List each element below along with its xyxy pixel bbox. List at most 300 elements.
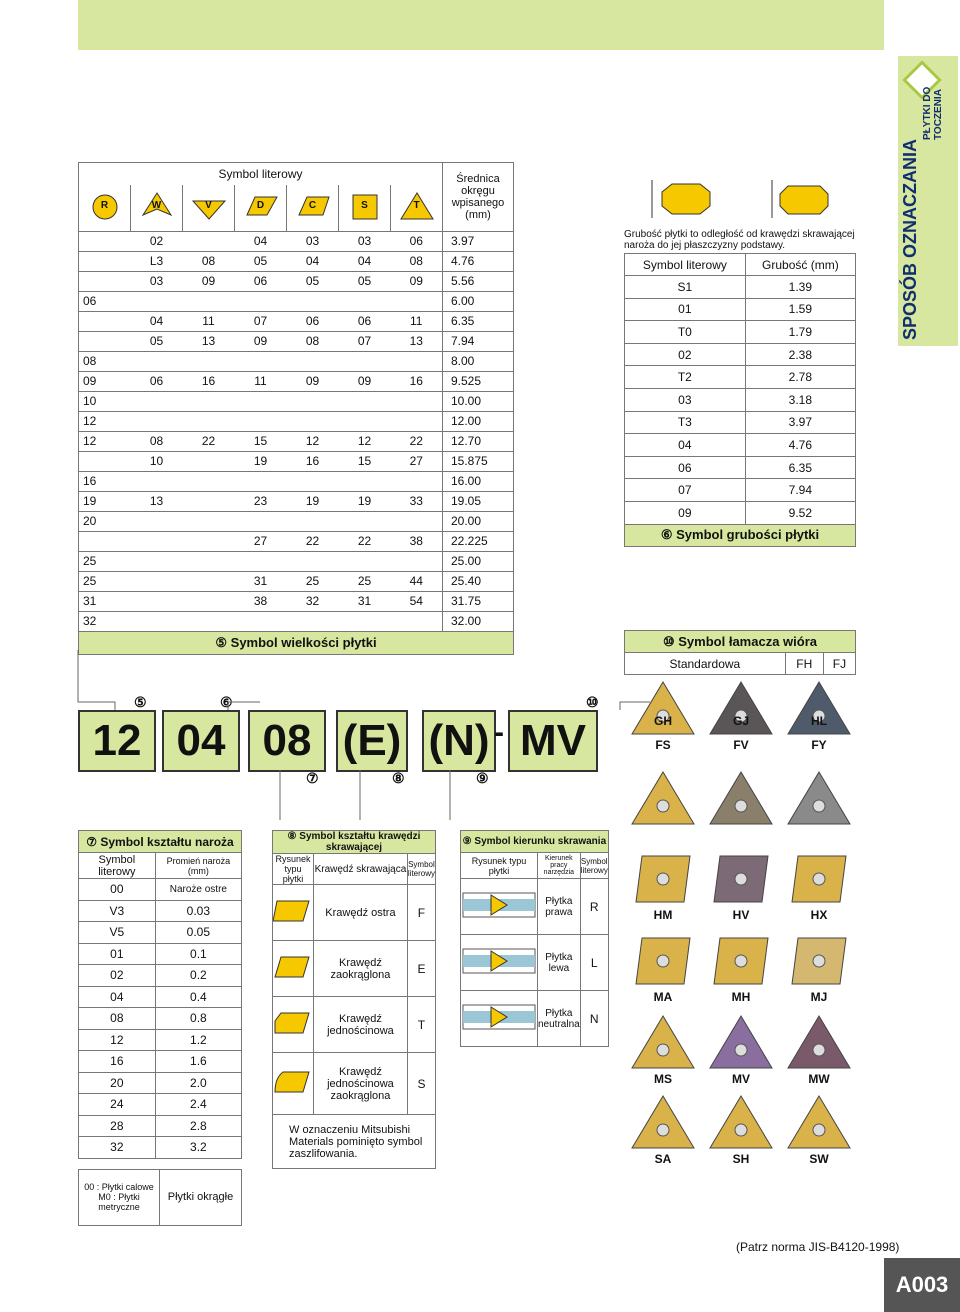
direction-shape-icon [461,997,537,1037]
table-cell [339,411,391,431]
table-cell: 25 [79,551,131,571]
table-cell: 10 [131,451,183,471]
table-cell [391,351,443,371]
table-cell: 19 [235,451,287,471]
table-row [79,491,514,511]
table-cell: 31.75 [443,591,514,611]
section-subtitle: PŁYTKI DO TOCZENIA [922,86,944,140]
table-cell: T3 [625,411,746,434]
table-cell: 23 [235,491,287,511]
direction-shape-cell [461,879,538,935]
table-cell [287,551,339,571]
table-cell: 0.03 [155,900,241,922]
code-dash: - [494,716,504,749]
marker-9: ⑨ [476,770,489,786]
direction-block [460,830,608,1047]
table-cell [339,551,391,571]
table-cell: 25 [79,571,131,591]
table-cell [79,311,131,331]
table-cell [287,351,339,371]
table-cell: 04 [287,251,339,271]
edge-shape-cell [273,1053,314,1115]
table-cell: 09 [625,501,746,524]
chipbreaker-caption: ⑩ Symbol łamacza wióra [625,631,856,653]
table-cell [183,451,235,471]
table-cell: 06 [131,371,183,391]
insert-label: SA [654,1152,672,1166]
table-cell: Krawędź ostra [314,885,408,941]
table-cell: 7.94 [745,479,855,502]
table-cell: 01 [79,943,156,965]
table-cell [79,331,131,351]
insert-mv-image [706,1012,776,1074]
shape-d [235,185,287,231]
edge-shape-icon [273,1066,313,1098]
table-cell: 08 [79,1008,156,1030]
table-row [79,351,514,371]
insert-label: HL [811,714,827,728]
table-row [461,991,609,1047]
table-cell: 04 [235,231,287,251]
table-cell [391,391,443,411]
insert-label: MH [731,990,751,1004]
table-row [79,1137,242,1159]
edge-h2: Krawędź skrawająca [314,854,408,885]
insert-mw-image [784,1012,854,1074]
table-cell: L3 [131,251,183,271]
table-cell: V5 [79,922,156,944]
insert-mh-image [706,930,776,992]
table-cell: 12 [287,431,339,451]
code-edge: (E) [336,710,408,772]
table-cell: 13 [131,491,183,511]
table-cell: 3.97 [443,231,514,251]
table-row [79,231,514,251]
table-cell [339,611,391,631]
table-cell: Płytka prawa [538,879,581,935]
table-cell: 5.56 [443,271,514,291]
table-cell: 24 [79,1094,156,1116]
table-cell: 12 [339,431,391,451]
table-cell: 27 [391,451,443,471]
table-row [273,997,436,1053]
table-cell [131,611,183,631]
edge-h3: Symbol literowy [407,854,435,885]
table-row [79,943,242,965]
table-row [79,591,514,611]
table-cell: 2.78 [745,366,855,389]
table-cell [339,511,391,531]
insert-label: MW [808,1072,830,1086]
table-cell: 04 [339,251,391,271]
shape-letter: C [308,200,317,212]
insert-label: FS [655,738,671,752]
insert-ms-image [628,1012,698,1074]
insert-hl-image [784,768,854,830]
thickness-caption: ⑥ Symbol grubości płytki [625,524,856,546]
marker-6: ⑥ [220,694,233,710]
code-direction: (N) [422,710,496,772]
edge-shape-icon [273,1007,313,1039]
connector-lines [70,650,650,830]
chipbreaker-col-fj: FJ [823,653,855,675]
table-cell: 28 [79,1115,156,1137]
shape-letter: D [256,200,265,212]
table-cell: 06 [79,291,131,311]
table-cell [79,531,131,551]
insert-fs-image [628,678,698,740]
table-cell [235,351,287,371]
table-cell [131,511,183,531]
page-number: A003 [884,1258,960,1312]
table-row [79,1094,242,1116]
edge-shape-icon [273,895,313,927]
table-cell: 25.00 [443,551,514,571]
table-cell: 32.00 [443,611,514,631]
table-cell: 32 [287,591,339,611]
table-row [625,411,856,434]
table-row [79,331,514,351]
table-cell: 08 [287,331,339,351]
direction-shape-cell [461,935,538,991]
direction-caption: ⑨ Symbol kierunku skrawania [461,831,609,853]
corner-caption: ⑦ Symbol kształtu naroża [79,831,242,853]
table-cell: 1.6 [155,1051,241,1073]
table-cell [183,591,235,611]
table-cell: 06 [287,311,339,331]
table-cell [287,391,339,411]
direction-table [460,830,609,1047]
table-cell: 00 [79,879,156,901]
table-cell: 09 [287,371,339,391]
table-row [79,411,514,431]
table-cell: 13 [183,331,235,351]
table-cell: 06 [235,271,287,291]
table-cell: 16.00 [443,471,514,491]
table-cell: 11 [391,311,443,331]
table-cell: F [407,885,435,941]
table-cell: 20 [79,1072,156,1094]
insert-sw-image [784,1092,854,1154]
insert-label: SW [809,1152,829,1166]
table-cell: 3.18 [745,388,855,411]
table-cell [183,511,235,531]
table-cell: 54 [391,591,443,611]
size-table-symbol-header: Symbol literowy [79,163,443,186]
table-cell: 11 [183,311,235,331]
table-cell: 0.2 [155,965,241,987]
edge-shape-cell [273,941,314,997]
table-cell: 25.40 [443,571,514,591]
table-cell: 6.35 [745,456,855,479]
table-row [79,571,514,591]
table-cell: 15 [339,451,391,471]
direction-shape-icon [461,941,537,981]
edge-note: W oznaczeniu Mitsubishi Materials pominięto symbol zaszlifowania. [273,1115,436,1169]
code-corner: 08 [248,710,326,772]
table-cell: T [407,997,435,1053]
table-cell: S [407,1053,435,1115]
table-cell [391,511,443,531]
table-cell: 27 [235,531,287,551]
table-cell: 07 [339,331,391,351]
thickness-value-header: Grubość (mm) [745,254,855,276]
table-cell: 1.2 [155,1029,241,1051]
direction-h2: Kierunek pracy narzędzia [538,853,581,879]
insert-label: MA [653,990,673,1004]
table-row [625,366,856,389]
corner-symbol-header: Symbol literowy [79,853,156,879]
table-row [79,431,514,451]
table-cell [287,291,339,311]
thickness-note: Grubość płytki to odległość od krawędzi skrawającej naroża do jej płaszczyzny podstawy. [624,229,855,251]
table-cell: 9.52 [745,501,855,524]
corner-foot-right: Płytki okrągłe [160,1169,242,1225]
table-cell: 33 [391,491,443,511]
shape-letter: T [413,200,420,212]
table-cell: 05 [287,271,339,291]
table-row [79,251,514,271]
thickness-block [624,172,856,547]
table-row [79,531,514,551]
table-cell: 22.225 [443,531,514,551]
table-cell: 9.525 [443,371,514,391]
table-cell: 22 [339,531,391,551]
edge-table [272,830,436,1169]
insert-label: FV [733,738,749,752]
table-cell: 22 [287,531,339,551]
table-cell: 09 [235,331,287,351]
insert-label: MV [732,1072,750,1086]
table-cell: 12 [79,431,131,451]
table-cell [339,291,391,311]
insert-label: GJ [732,714,749,728]
table-cell: 09 [339,371,391,391]
table-cell [391,551,443,571]
table-cell: 05 [131,331,183,351]
table-row [273,885,436,941]
shape-letter: V [205,200,212,212]
table-cell: 06 [625,456,746,479]
table-cell [79,271,131,291]
table-cell: 6.00 [443,291,514,311]
table-cell: 03 [625,388,746,411]
table-row [461,879,609,935]
insert-label: SH [732,1152,750,1166]
table-row [79,271,514,291]
table-cell: 02 [131,231,183,251]
table-row [625,276,856,299]
table-cell: 03 [287,231,339,251]
corner-block [78,830,242,1226]
table-cell [235,611,287,631]
insert-label: FY [811,738,827,752]
table-cell [131,391,183,411]
table-cell: 20.00 [443,511,514,531]
table-cell [235,391,287,411]
table-cell: 38 [235,591,287,611]
table-cell: 10 [79,391,131,411]
table-row [79,1008,242,1030]
table-cell: 44 [391,571,443,591]
table-row [79,471,514,491]
table-cell: Krawędź zaokrąglona [314,941,408,997]
table-cell [287,411,339,431]
table-row [79,551,514,571]
table-cell: 4.76 [443,251,514,271]
table-cell: 6.35 [443,311,514,331]
table-cell [131,471,183,491]
table-row [625,343,856,366]
table-cell: 12 [79,411,131,431]
table-row [79,291,514,311]
table-cell: S1 [625,276,746,299]
table-cell: 01 [625,298,746,321]
table-cell: 0.8 [155,1008,241,1030]
table-cell [235,471,287,491]
table-row [79,611,514,631]
shape-s [339,185,391,231]
standard-reference: (Patrz norma JIS-B4120-1998) [736,1240,900,1254]
table-cell [391,291,443,311]
table-row [79,965,242,987]
table-cell: 12.70 [443,431,514,451]
table-cell: 32 [79,611,131,631]
table-cell: 4.76 [745,434,855,457]
table-cell: 7.94 [443,331,514,351]
table-cell: 3.2 [155,1137,241,1159]
table-cell: 03 [339,231,391,251]
table-cell: 1.59 [745,298,855,321]
table-cell [391,471,443,491]
table-row [79,986,242,1008]
chipbreaker-col-fh: FH [785,653,823,675]
table-row [79,371,514,391]
table-cell: 03 [131,271,183,291]
table-cell: 02 [625,343,746,366]
code-chipbreaker: MV [508,710,598,772]
table-cell: 25 [287,571,339,591]
edge-shape-icon [273,951,313,983]
size-table-diameter-header: Średnica okręgu wpisanego (mm) [443,163,514,232]
table-cell [131,531,183,551]
table-row [625,501,856,524]
table-cell: 09 [183,271,235,291]
edge-shape-cell [273,885,314,941]
table-cell: 19 [339,491,391,511]
insert-hm-image [628,848,698,910]
table-row [79,1029,242,1051]
size-table [78,162,514,655]
direction-shape-cell [461,991,538,1047]
corner-table [78,830,242,1159]
insert-ma-image [628,930,698,992]
table-cell [131,351,183,371]
table-cell: Naroże ostre [155,879,241,901]
chipbreaker-gallery [624,676,856,1166]
table-row [79,1051,242,1073]
table-cell: 16 [183,371,235,391]
top-banner [78,0,884,50]
insert-mj-image [784,930,854,992]
table-cell [183,551,235,571]
table-cell [183,531,235,551]
table-cell: 11 [235,371,287,391]
shape-letter: R [100,200,109,212]
table-cell: 06 [339,311,391,331]
insert-label: MS [654,1072,672,1086]
table-cell: 15.875 [443,451,514,471]
table-cell: L [580,935,608,991]
table-cell: 32 [79,1137,156,1159]
thickness-symbol-header: Symbol literowy [625,254,746,276]
table-cell: 09 [79,371,131,391]
table-cell [183,391,235,411]
table-row [625,321,856,344]
table-cell: 06 [391,231,443,251]
table-cell: 16 [79,1051,156,1073]
table-cell: Krawędź jednościnowa zaokrąglona [314,1053,408,1115]
table-cell [183,491,235,511]
table-cell: 1.39 [745,276,855,299]
table-cell: 12 [79,1029,156,1051]
table-cell: 0.4 [155,986,241,1008]
table-cell: 16 [287,451,339,471]
table-row [625,456,856,479]
table-cell [183,411,235,431]
corner-foot-left: 00 : Płytki calowe M0 : Płytki metryczne [79,1169,160,1225]
insert-label: HM [653,908,673,922]
table-cell: 1.79 [745,321,855,344]
table-cell: 04 [131,311,183,331]
table-cell: Płytka neutralna [538,991,581,1047]
table-cell [235,411,287,431]
edge-caption: ⑧ Symbol kształtu krawędzi skrawającej [273,831,436,854]
table-cell: 2.8 [155,1115,241,1137]
table-cell: 15 [235,431,287,451]
table-cell [79,451,131,471]
insert-gh-image [628,768,698,830]
shape-w [131,185,183,231]
table-cell: 0.05 [155,922,241,944]
table-cell: 3.97 [745,411,855,434]
table-cell: 22 [183,431,235,451]
shape-letter: S [361,200,368,212]
table-cell: 07 [235,311,287,331]
insert-sa-image [628,1092,698,1154]
table-row [625,434,856,457]
table-cell: 12.00 [443,411,514,431]
shape-letter: W [151,200,162,212]
table-cell: 8.00 [443,351,514,371]
table-cell: 02 [79,965,156,987]
table-cell [183,611,235,631]
table-cell: 2.0 [155,1072,241,1094]
chipbreaker-col-standard: Standardowa [625,653,786,675]
table-row [79,900,242,922]
direction-h3: Symbol literowy [580,853,608,879]
table-cell [287,611,339,631]
table-cell: 2.38 [745,343,855,366]
table-row [625,298,856,321]
table-cell [235,291,287,311]
table-cell: 16 [79,471,131,491]
table-cell: T0 [625,321,746,344]
code-size: 12 [78,710,156,772]
table-cell: Płytka lewa [538,935,581,991]
insert-label: HX [810,908,828,922]
table-cell [339,351,391,371]
